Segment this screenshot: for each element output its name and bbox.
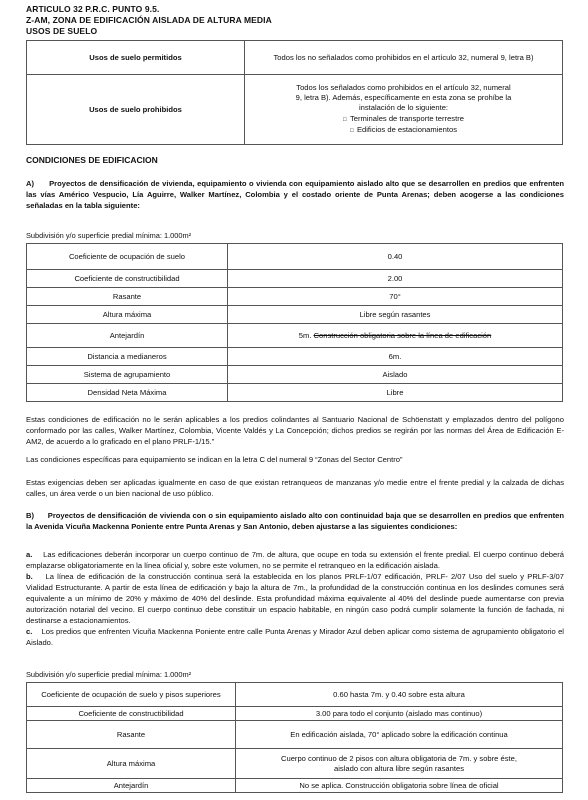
- cell-key: Rasante: [27, 721, 236, 749]
- section-a-text: [26, 178, 564, 211]
- cell-value: 0.60 hasta 7m. y 0.40 sobre esta altura: [236, 683, 563, 707]
- list-item: [26, 571, 564, 626]
- table-row: [27, 324, 563, 348]
- usos-table: [26, 40, 563, 145]
- cell-key: Antejardín: [27, 779, 236, 793]
- table-row: [27, 779, 563, 793]
- condiciones-title: CONDICIONES DE EDIFICACION: [26, 155, 158, 165]
- cell-value: No se aplica. Construcción obligatoria sobre línea de oficial: [236, 779, 563, 793]
- cell-key: Coeficiente de constructibilidad: [27, 707, 236, 721]
- cell-value: Todos los no señalados como prohibidos en el artículo 32, numeral 9, letra B): [245, 41, 563, 75]
- prohibited-list: [249, 114, 558, 136]
- cell-value: [228, 324, 563, 348]
- list-item: □ Edificios de estacionamientos: [249, 125, 558, 136]
- cell-key: Sistema de agrupamiento: [27, 366, 228, 384]
- cell-key: Altura máxima: [27, 306, 228, 324]
- table-row: [27, 348, 563, 366]
- section-body: Proyectos de densificación de vivienda con o sin equipamiento aislado alto con continuidad baja que se desarrollen en predios que enfrenten la Avenida Vicuña Mackenna Poniente entre Punta Arenas y San Antonio, deben ajustarse a las siguientes condiciones:: [26, 511, 564, 531]
- cell-key: Antejardín: [27, 324, 228, 348]
- cell-key: Rasante: [27, 288, 228, 306]
- table-row: [27, 366, 563, 384]
- cell-value: Aislado: [228, 366, 563, 384]
- cell-value: 70°: [228, 288, 563, 306]
- cell-key: Coeficiente de ocupación de suelo: [27, 244, 228, 270]
- altura-value: Cuerpo continuo de 2 pisos con altura obligatoria de 7m. y sobre éste, aislado con altura libre según rasantes: [281, 753, 517, 773]
- section-label: A): [26, 179, 35, 188]
- item-text: La línea de edificación de la construcción continua será la establecida en los planos PRLF-1/07 edificación, PRLF- 2/07 Uso del suelo y PRLF-3/07 Vialidad Estructurante. A partir de esta línea de edificación y bajo la altura de 7m., la profundidad de la construcción continua en los deslindes comunes será equivalente a un mínimo de 20% y máximo de 40% del deslinde. Esta profundidad máxima equivalente al 40% del deslinde puede aumentarse con previa autorización notarial del vecino. El cuerpo continuo debe constituir un espacio habitable, en ningún caso podrá cumplir solamente la función de fachada, ni destinarse a estacionamientos.: [26, 572, 564, 625]
- table-row: [27, 270, 563, 288]
- item-label: a.: [26, 550, 33, 559]
- cell-value: 2.00: [228, 270, 563, 288]
- retranqueo-paragraph: Estas exigencias deben ser aplicadas igualmente en caso de que existan retranqueos de manzanas y/o medie entre el frente predial y la calzada de dichas calles, un área verde o un bien nacional de uso público.: [26, 478, 564, 498]
- antejardin-value: 5m.: [298, 330, 314, 340]
- cell-key: Usos de suelo prohibidos: [27, 75, 245, 145]
- cell-value: [236, 721, 563, 749]
- cell-value: Libre: [228, 384, 563, 402]
- cell-key: Altura máxima: [27, 749, 236, 779]
- table-row: [27, 683, 563, 707]
- prohibited-line: 9, letra B). Además, específicamente en esta zona se prohíbe la: [295, 93, 512, 102]
- cell-value: 3.00 para todo el conjunto (aislado mas continuo): [236, 707, 563, 721]
- table-row: [27, 288, 563, 306]
- item-label: c.: [26, 627, 33, 636]
- section-b-items: [26, 549, 564, 648]
- table-row: [27, 384, 563, 402]
- usos-title: USOS DE SUELO: [26, 26, 98, 36]
- cell-key: Coeficiente de constructibilidad: [27, 270, 228, 288]
- table-a: [26, 243, 563, 402]
- cell-key: Distancia a medianeros: [27, 348, 228, 366]
- zone-title: Z-AM, ZONA DE EDIFICACIÓN AISLADA DE ALTURA MEDIA: [26, 15, 272, 25]
- table-row: [27, 41, 563, 75]
- table-row: [27, 721, 563, 749]
- cell-key: Usos de suelo permitidos: [27, 41, 245, 75]
- table-row: [27, 749, 563, 779]
- cell-key: Densidad Neta Máxima: [27, 384, 228, 402]
- sanctuary-paragraph: Estas condiciones de edificación no le serán aplicables a los predios colindantes al Santuario Nacional de Schöenstatt y emplazados dentro del polígono conformado por las calles, Walker Martínez, Colombia, Vicente Valdés y La Concepción; dichos predios se regirán por las normas del Área de Edificación E-AM2, de acuerdo a lo graficado en el plano PRLF-1/15.”: [26, 415, 564, 446]
- prohibited-line: instalación de lo siguiente:: [358, 103, 449, 112]
- table-row: [27, 306, 563, 324]
- table-b: [26, 682, 563, 793]
- table-row: [27, 75, 563, 145]
- list-item: [26, 549, 564, 571]
- cell-value: [245, 75, 563, 145]
- cell-value: Libre según rasantes: [228, 306, 563, 324]
- cell-value: [236, 749, 563, 779]
- item-label: b.: [26, 572, 33, 581]
- equipamiento-paragraph: Las condiciones específicas para equipamiento se indican en la letra C del numeral 9 “Zonas del Sector Centro”: [26, 455, 403, 464]
- list-item: [26, 626, 564, 648]
- section-body: Proyectos de densificación de vivienda, equipamiento o vivienda con equipamiento aislado alto que se desarrollen en predios que enfrenten las vías Américo Vespucio, Lía Aguirre, Walker Martínez, Colombia y el costado oriente de Punta Arenas; deben acogerse a las condiciones señaladas en la tabla siguiente:: [26, 179, 564, 210]
- section-label: B): [26, 511, 35, 520]
- list-item: □ Terminales de transporte terrestre: [249, 114, 558, 125]
- prohibited-line: Todos los señalados como prohibidos en el artículo 32, numeral: [296, 83, 511, 92]
- struck-text: Construcción obligatoria sobre la línea de edificación: [313, 330, 492, 340]
- subdivision-b: Subdivisión y/o superficie predial mínima: 1.000m²: [26, 670, 192, 679]
- rasante-value: En edificación aislada, 70° aplicado sobre la edificación continua: [290, 729, 508, 739]
- item-text: Las edificaciones deberán incorporar un cuerpo continuo de 7m. de altura, que ocupe en toda su extensión el frente predial. El cuerpo continuo deberá emplazarse obligatoriamente en la línea oficial y, sobre este volumen, no se permite el retranqueo en la edificación aislada.: [26, 550, 564, 570]
- cell-value: 6m.: [228, 348, 563, 366]
- section-b-text: [26, 510, 564, 532]
- subdivision-a: Subdivisión y/o superficie predial mínima: 1.000m²: [26, 231, 192, 240]
- table-row: [27, 707, 563, 721]
- table-row: [27, 244, 563, 270]
- cell-value: 0.40: [228, 244, 563, 270]
- cell-key: Coeficiente de ocupación de suelo y pisos superiores: [27, 683, 236, 707]
- article-title: ARTICULO 32 P.R.C. PUNTO 9.5.: [26, 4, 160, 14]
- item-text: Los predios que enfrenten Vicuña Mackenna Poniente entre calle Punta Arenas y Mirador Azul deben aplicar como sistema de agrupamiento obligatorio el Aislado.: [26, 627, 564, 647]
